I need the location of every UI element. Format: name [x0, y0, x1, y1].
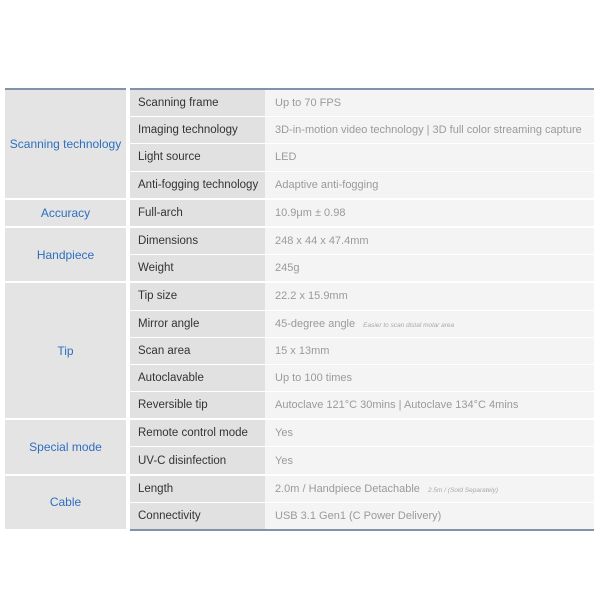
- spec-value: Adaptive anti-fogging: [265, 171, 594, 199]
- spec-row: [5, 199, 594, 227]
- spec-key: Anti-fogging technology: [128, 171, 265, 199]
- spec-key: UV-C disinfection: [128, 447, 265, 475]
- spec-value: 245g: [265, 255, 594, 283]
- category-cell: Cable: [5, 475, 128, 530]
- spec-value: 3D-in-motion video technology | 3D full color streaming capture: [265, 117, 594, 144]
- spec-row: [5, 419, 594, 447]
- category-cell: Special mode: [5, 419, 128, 474]
- spec-key: Remote control mode: [128, 419, 265, 447]
- spec-value: Autoclave 121°C 30mins | Autoclave 134°C 4mins: [265, 392, 594, 420]
- spec-key: Weight: [128, 255, 265, 283]
- spec-key: Mirror angle: [128, 310, 265, 337]
- spec-value: Yes: [265, 447, 594, 475]
- spec-value: 45-degree angle: [275, 317, 356, 330]
- spec-value: 248 x 44 x 47.4mm: [265, 227, 594, 255]
- spec-note: 2.5m / (Sold Separately): [427, 486, 499, 494]
- spec-value: Yes: [265, 419, 594, 447]
- spec-row: [5, 475, 594, 503]
- spec-value: 10.9μm ± 0.98: [265, 199, 594, 227]
- spec-key: Imaging technology: [128, 117, 265, 144]
- spec-key: Connectivity: [128, 502, 265, 530]
- spec-value: LED: [265, 144, 594, 171]
- spec-value-with-note: [265, 475, 594, 503]
- spec-value-with-note: [265, 310, 594, 337]
- spec-key: Autoclavable: [128, 364, 265, 391]
- spec-value: USB 3.1 Gen1 (C Power Delivery): [265, 502, 594, 530]
- spec-value: 2.0m / Handpiece Detachable: [275, 482, 420, 495]
- spec-key: Dimensions: [128, 227, 265, 255]
- spec-value: 22.2 x 15.9mm: [265, 282, 594, 310]
- spec-key: Length: [128, 475, 265, 503]
- spec-row: [5, 89, 594, 117]
- spec-value: Up to 100 times: [265, 364, 594, 391]
- category-cell: Tip: [5, 282, 128, 419]
- spec-row: [5, 282, 594, 310]
- category-cell: Handpiece: [5, 227, 128, 282]
- spec-key: Scanning frame: [128, 89, 265, 117]
- category-cell: Accuracy: [5, 199, 128, 227]
- spec-key: Full-arch: [128, 199, 265, 227]
- spec-key: Scan area: [128, 337, 265, 364]
- spec-row: [5, 227, 594, 255]
- spec-table: [5, 88, 594, 531]
- spec-key: Light source: [128, 144, 265, 171]
- spec-key: Tip size: [128, 282, 265, 310]
- spec-note: Easier to scan distal molar area: [363, 321, 455, 329]
- category-cell: Scanning technology: [5, 89, 128, 199]
- spec-value: 15 x 13mm: [265, 337, 594, 364]
- spec-key: Reversible tip: [128, 392, 265, 420]
- spec-value: Up to 70 FPS: [265, 89, 594, 117]
